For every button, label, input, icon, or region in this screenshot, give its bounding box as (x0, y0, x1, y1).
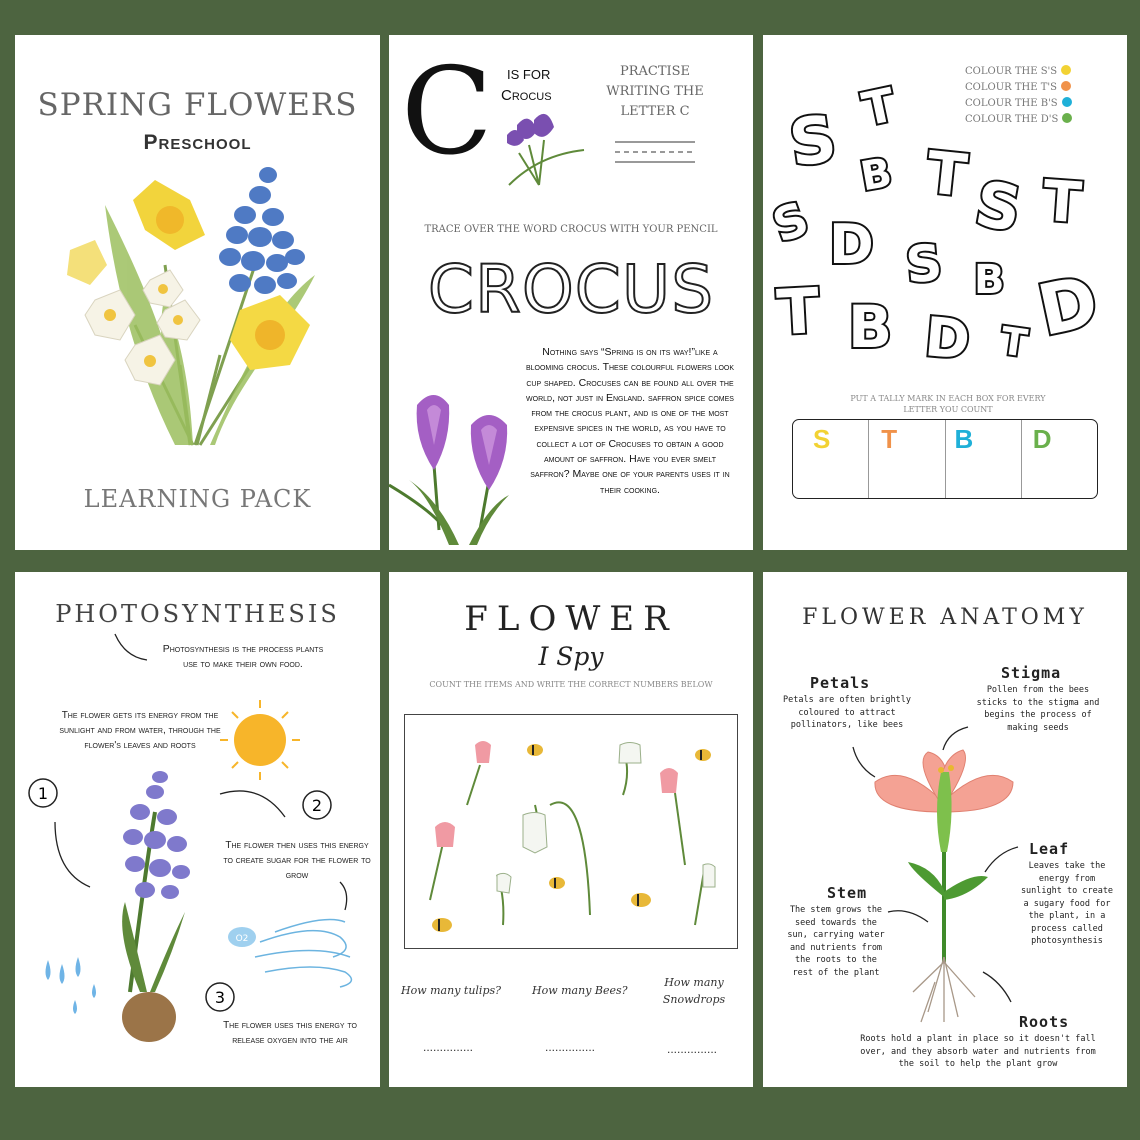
legend-text-t: COLOUR THE T'S (965, 82, 1057, 93)
legend-row-t (965, 77, 1072, 93)
yellow-dot-icon (1061, 65, 1071, 75)
tally-box-t[interactable] (869, 420, 945, 498)
photosynthesis-page (15, 572, 380, 1087)
stigma-label: Stigma (1001, 664, 1062, 682)
tally-box-b[interactable] (946, 420, 1022, 498)
blue-dot-icon (1062, 97, 1072, 107)
large-crocus-illustration (389, 385, 539, 550)
anatomy-title: FLOWER ANATOMY (802, 605, 1088, 630)
ispy-question-bees: How many Bees? (532, 984, 628, 997)
step-number-2: 2 (311, 796, 323, 815)
photosynthesis-diagram (15, 572, 380, 1087)
legend-text-s: COLOUR THE S'S (965, 66, 1058, 77)
green-dot-icon (1062, 113, 1072, 123)
ispy-question-snowdrops-line2: Snowdrops (662, 993, 726, 1006)
oxygen-label: O2 (235, 934, 249, 944)
roots-text: Roots hold a plant in place so it doesn't fall over, and they absorb water and nutrients from the soil to help the plant grow (860, 1034, 1096, 1069)
colour-letter[interactable]: B (848, 293, 893, 361)
trace-instruction: TRACE OVER THE WORD CROCUS WITH YOUR PENCIL (424, 224, 718, 235)
crocus-paragraph: Nothing says “Spring is on its way!”like a blooming crocus. These colourful flowers look cup shaped. Crocuses can be found all over the world, not just in England. saffron spice comes from the crocus plant, and is one of the most expensive spices in the world, as you have to collect a lot of Crocuses to obtain a good amount of saffron. Have you ever smelt saffron? Maybe one of your parents uses it in their cooking. (525, 346, 735, 496)
practise-line-1: PRACTISE (619, 64, 691, 79)
colour-letter[interactable]: T (923, 138, 971, 210)
legend-text-b: COLOUR THE B'S (965, 98, 1058, 109)
flower-bouquet-illustration (15, 35, 380, 550)
hyacinth-illustration (122, 771, 190, 1042)
ispy-question-tulips: How many tulips? (401, 984, 502, 997)
colour-letter[interactable]: D (1031, 259, 1105, 353)
tally-instruction: PUT A TALLY MARK IN EACH BOX FOR EVERY LETTER YOU COUNT (850, 394, 1046, 414)
colour-letter[interactable]: D (829, 213, 874, 276)
step-number-3: 3 (214, 988, 226, 1007)
colour-letter[interactable]: B (974, 257, 1005, 303)
legend-text-d: COLOUR THE D'S (965, 114, 1059, 125)
cover-footer: LEARNING PACK (83, 485, 312, 513)
tally-letter-s: S (813, 424, 831, 454)
leaf-text: Leaves take the energy from sunlight to create a sugary food for the plant, in a process called photosynthesis (1020, 861, 1114, 946)
leaf-label: Leaf (1029, 840, 1070, 858)
colour-letter[interactable]: S (785, 102, 842, 182)
legend-row-d (965, 109, 1072, 125)
oxygen-wind-icon (228, 920, 351, 987)
step-number-1: 1 (37, 784, 49, 803)
answer-dots-bees[interactable]: ............... (545, 1040, 596, 1054)
stem-text: The stem grows the seed towards the sun, carrying water and nutrients from the roots to the rest of the plant (787, 905, 885, 978)
practise-line-3: LETTER C (620, 104, 690, 119)
colour-letter[interactable]: S (765, 190, 816, 254)
legend-row-s (965, 61, 1072, 77)
writing-practice-lines (389, 35, 753, 235)
step2-text: The flower then uses this energy to create sugar for the flower to grow (223, 840, 371, 881)
photosynthesis-title: PHOTOSYNTHESIS (55, 600, 340, 628)
step3-text: The flower uses this energy to release oxygen into the air (223, 1020, 357, 1046)
step1-text: The flower gets its energy from the sunlight and from water, through the flower's leaves and roots (59, 710, 221, 751)
practise-line-2: WRITING THE (606, 84, 704, 99)
sun-icon (220, 700, 300, 780)
ispy-subtitle: I Spy (538, 642, 604, 671)
big-letter-c: C (401, 43, 493, 182)
cover-page (15, 35, 380, 550)
crocus-page (389, 35, 753, 550)
tally-box-d[interactable] (1022, 420, 1097, 498)
colour-letter[interactable]: S (903, 233, 945, 295)
is-for-label: IS FOR (507, 67, 551, 82)
cover-title: SPRING FLOWERS (37, 87, 358, 123)
colour-letter[interactable]: B (857, 149, 896, 201)
ispy-title: FLOWER (464, 599, 678, 639)
water-drops-icon (46, 957, 97, 1014)
stem-label: Stem (827, 884, 868, 902)
answer-dots-tulips[interactable]: ............... (423, 1040, 474, 1054)
colour-letter[interactable]: S (970, 166, 1027, 247)
colour-letter[interactable]: T (1040, 168, 1084, 237)
letters-page (763, 35, 1127, 550)
petals-label: Petals (810, 674, 871, 692)
flower-anatomy-diagram (763, 572, 1127, 1087)
colour-legend (965, 61, 1072, 125)
ispy-question-snowdrops (659, 974, 729, 1008)
ispy-picture-box (404, 714, 738, 949)
ispy-instruction: COUNT THE ITEMS AND WRITE THE CORRECT NUMBERS BELOW (429, 680, 713, 689)
petals-text: Petals are often brightly coloured to attract pollinators, like bees (783, 695, 911, 730)
legend-row-b (965, 93, 1072, 109)
orange-dot-icon (1061, 81, 1071, 91)
tally-letter-t: T (881, 424, 898, 454)
stigma-text: Pollen from the bees sticks to the stigma and begins the process of making seeds (976, 685, 1100, 733)
cover-subtitle: Preschool (143, 131, 252, 154)
colour-letter[interactable]: T (775, 273, 822, 350)
ispy-page (389, 572, 753, 1087)
tally-letter-b: B (954, 424, 974, 454)
colour-letter[interactable]: T (857, 77, 900, 137)
colour-letter[interactable]: D (922, 305, 973, 372)
tally-box-s[interactable] (793, 420, 869, 498)
step-number-circles (29, 779, 331, 1011)
crocus-word-label: Crocus (501, 87, 552, 104)
tally-letter-d: D (1032, 424, 1052, 454)
photosynthesis-intro: Photosynthesis is the process plants use to make their own food. (162, 643, 324, 670)
ispy-question-snowdrops-line1: How many (664, 976, 724, 989)
answer-dots-snowdrops[interactable]: ............... (667, 1042, 718, 1056)
roots-label: Roots (1019, 1013, 1070, 1031)
colour-letter[interactable]: T (998, 318, 1030, 366)
ispy-items-illustration (405, 715, 737, 948)
anatomy-page (763, 572, 1127, 1087)
tally-table (792, 419, 1098, 499)
trace-word[interactable]: CROCUS (427, 251, 715, 328)
